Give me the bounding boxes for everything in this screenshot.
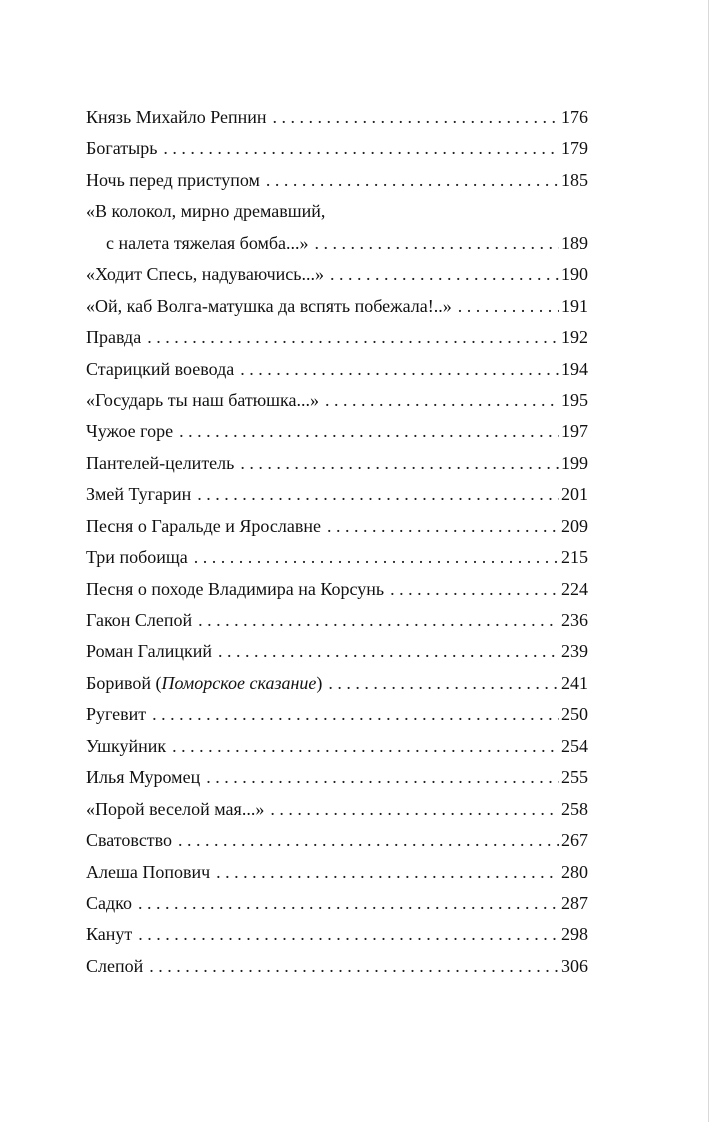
toc-entry[interactable] [86,165,588,196]
toc-entry-first-line[interactable] [86,196,588,227]
toc-entry-title: Чужое горе [86,421,174,442]
toc-entry-page: 298 [561,924,588,945]
toc-entry-page: 190 [561,264,588,285]
toc-entry[interactable] [86,322,588,353]
toc-entry[interactable] [86,919,588,950]
toc-entry[interactable] [86,511,588,542]
toc-entry[interactable] [86,574,588,605]
toc-entry-page: 185 [561,169,588,190]
toc-entry[interactable] [86,636,588,667]
toc-entry-page: 306 [561,955,588,976]
toc-entry[interactable] [86,542,588,573]
toc-entry[interactable] [86,385,588,416]
toc-entry[interactable] [86,228,588,259]
dot-leader [197,479,559,510]
toc-entry-page: 250 [561,704,588,725]
toc-entry-title: Песня о походе Владимира на Корсунь [86,578,385,599]
dot-leader [152,699,559,730]
toc-entry-title-prefix: Боривой ( [86,672,162,693]
toc-entry-title: Ушкуйник [86,735,167,756]
toc-entry-title: Пантелей-целитель [86,452,235,473]
toc-entry-title: с налета тяжелая бомба...» [106,232,309,253]
toc-entry-title-italic: Поморское сказание [161,672,317,693]
toc-entry-title: Канут [86,924,133,945]
dot-leader [206,762,559,793]
toc-entry[interactable] [86,102,588,133]
toc-entry-title [86,668,322,699]
toc-entry-page: 224 [561,578,588,599]
toc-entry[interactable] [86,731,588,762]
toc-entry-title: Алеша Попович [86,861,211,882]
toc-entry-title-suffix: ) [316,672,323,693]
toc-entry-page: 287 [561,892,588,913]
toc-entry-title: Гакон Слепой [86,610,193,630]
toc-entry[interactable] [86,857,588,888]
toc-entry-title: Правда [86,327,142,348]
toc-entry-page: 241 [561,672,588,693]
toc-entry-page: 176 [561,107,588,127]
toc-entry[interactable] [86,259,588,290]
toc-entry[interactable] [86,888,588,919]
toc-entry-title: «Государь ты наш батюшка...» [86,389,320,410]
toc-entry-page: 179 [561,138,588,159]
toc-entry[interactable] [86,762,588,793]
dot-leader [138,919,559,950]
toc-entry[interactable] [86,699,588,730]
toc-entry-page: 236 [561,610,588,630]
toc-entry-title: «Ой, каб Волга-матушка да вспять побежала!..» [86,295,452,316]
toc-entry-page: 239 [561,641,588,662]
toc-entry[interactable] [86,825,588,856]
toc-entry-title: Илья Муромец [86,767,201,788]
dot-leader [172,731,559,762]
dot-leader [270,794,559,825]
toc-entry-page: 197 [561,421,588,442]
toc-entry[interactable] [86,291,588,322]
dot-leader [330,259,559,290]
toc-entry-title: Ночь перед приступом [86,169,260,190]
toc-entry-title: Ругевит [86,704,147,725]
toc-entry-page: 267 [561,830,588,851]
dot-leader [325,385,559,416]
dot-leader [240,354,559,385]
dot-leader [315,228,559,259]
dot-leader [327,511,559,542]
dot-leader [216,857,559,888]
toc-entry-page: 209 [561,515,588,536]
toc-entry-page: 191 [561,295,588,316]
dot-leader [179,416,559,447]
dot-leader [163,133,559,164]
toc-entry-page: 215 [561,547,588,568]
toc-entry[interactable] [86,133,588,164]
toc-entry-page: 192 [561,327,588,348]
toc-entry[interactable] [86,448,588,479]
toc-entry-title: Слепой [86,955,144,976]
dot-leader [147,322,559,353]
toc-entry[interactable] [86,951,588,982]
toc-entry-page: 194 [561,358,588,379]
toc-entry[interactable] [86,416,588,447]
toc-entry-title: Богатырь [86,138,158,159]
dot-leader [458,291,559,322]
toc-entry-page: 280 [561,861,588,882]
dot-leader [273,102,559,133]
dot-leader [240,448,559,479]
toc-entry-page: 254 [561,735,588,756]
toc-entry-title: Роман Галицкий [86,641,212,662]
toc-entry[interactable] [86,668,588,699]
dot-leader [390,574,559,605]
dot-leader [328,668,559,699]
toc-entry-title: Садко [86,892,132,913]
dot-leader [138,888,559,919]
toc-entry-title: Старицкий воевода [86,358,235,379]
toc-entry-title: «Порой веселой мая...» [86,798,265,819]
table-of-contents [86,102,588,982]
toc-entry[interactable] [86,605,588,636]
toc-entry[interactable] [86,479,588,510]
toc-entry-title-line1: «В колокол, мирно дремавший, [86,201,326,222]
dot-leader [178,825,559,856]
toc-entry-title: Князь Михайло Репнин [86,107,267,127]
toc-entry-page: 201 [561,484,588,505]
toc-entry[interactable] [86,354,588,385]
toc-entry-title: Три побоища [86,547,188,568]
dot-leader [194,542,559,573]
toc-entry-title: Песня о Гаральде и Ярославне [86,515,321,536]
toc-entry-page: 189 [561,232,588,253]
toc-entry-title: «Ходит Спесь, надуваючись...» [86,264,324,285]
toc-entry[interactable] [86,794,588,825]
toc-entry-page: 199 [561,452,588,473]
dot-leader [198,605,559,636]
toc-entry-title: Змей Тугарин [86,484,192,505]
dot-leader [218,636,559,667]
toc-entry-title: Сватовство [86,830,173,851]
dot-leader [149,951,559,982]
toc-entry-page: 255 [561,767,588,788]
toc-entry-page: 195 [561,389,588,410]
toc-entry-page: 258 [561,798,588,819]
dot-leader [266,165,559,196]
